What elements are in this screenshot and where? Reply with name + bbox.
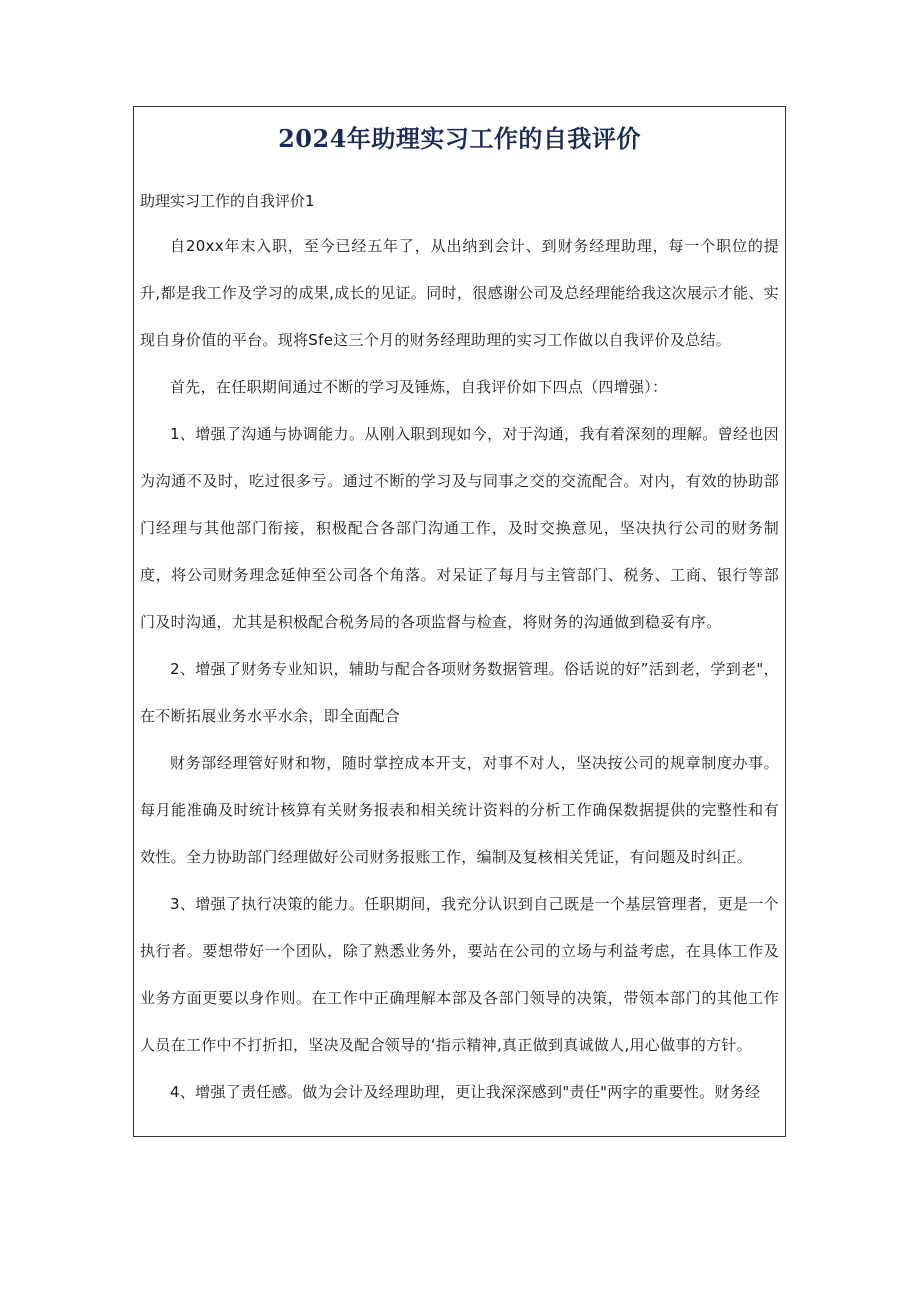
paragraph-intro: 自20xx年末入职，至今已经五年了，从出纳到会计、到财务经理助理，每一个职位的提升,都是我工作及学习的成果,成长的见证。同时，很感谢公司及总经理能给我这次展示才能、实现自身价值的平台。现将Sfe这三个月的财务经理助理的实习工作做以自我评价及总结。 [140,237,779,349]
document-page [133,106,786,1137]
paragraph-point-1: 1、增强了沟通与协调能力。从刚入职到现如今，对于沟通，我有着深刻的理解。曾经也因为沟通不及时，吃过很多亏。通过不断的学习及与同事之交的交流配合。对内，有效的协助部门经理与其他部门衔接，积极配合各部门沟通工作，及时交换意见，坚决执行公司的财务制度，将公司财务理念延伸至公司各个角落。对呆证了每月与主管部门、税务、工商、银行等部门及时沟通，尤其是积极配合税务局的各项监督与检查，将财务的沟通做到稳妥有序。 [140,425,779,631]
document-body [134,187,785,1116]
paragraph-point-3: 3、增强了执行决策的能力。任职期间，我充分认识到自己既是一个基层管理者，更是一个执行者。要想带好一个团队，除了熟悉业务外，要站在公司的立场与利益考虑，在具体工作及业务方面更要以身作则。在工作中正确理解本部及各部门领导的决策，带领本部门的其他工作人员在工作中不打折扣，坚决及配合领导的‘指示精神,真正做到真诚做人,用心做事的方针。 [140,895,779,1054]
paragraph-finance-duties: 财务部经理管好财和物，随时掌控成本开支，对事不对人，坚决按公司的规章制度办事。每月能准确及时统计核算有关财务报表和相关统计资料的分析工作确保数据提供的完整性和有效性。全力协助部门经理做好公司财务报账工作，编制及复核相关凭证，有问题及时纠正。 [140,754,779,866]
document-title: 2024年助理实习工作的自我评价 [278,124,641,153]
section-heading: 助理实习工作的自我评价1 [140,192,315,210]
paragraph-summary: 首先，在任职期间通过不断的学习及锤炼，自我评价如下四点（四增强）： [170,378,668,396]
paragraph-point-2: 2、增强了财务专业知识，辅助与配合各项财务数据管理。俗话说的好”活到老，学到老"，在不断拓展业务水平水余，即全面配合 [140,660,779,725]
paragraph-point-4: 4、增强了责任感。做为会计及经理助理，更让我深深感到"责任"两字的重要性。财务经 [170,1083,761,1101]
